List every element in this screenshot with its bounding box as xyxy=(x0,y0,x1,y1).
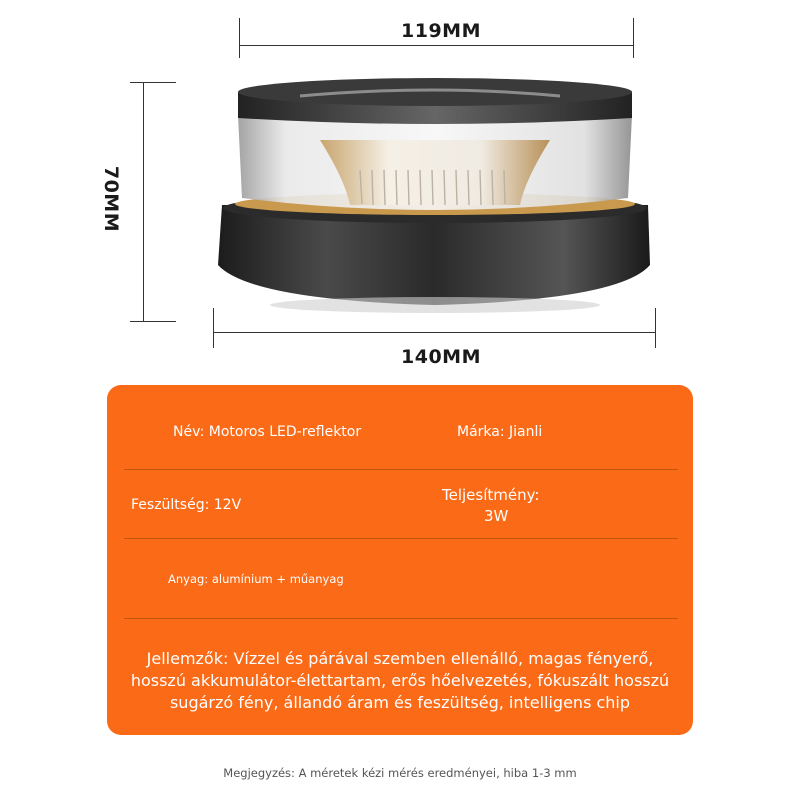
bottom-width-label: 140MM xyxy=(401,346,481,368)
spec-features: Jellemzők: Vízzel és párával szemben ellenálló, magas fényerő, hosszú akkumulátor-élettartam, erős hőelvezetés, fókuszált hosszú sugárzó fény, állandó áram és feszültség, intelligens chip xyxy=(130,649,670,712)
height-label: 70MM xyxy=(100,165,123,233)
spec-name: Név: Motoros LED-reflektor xyxy=(173,424,362,440)
spec-voltage: Feszültség: 12V xyxy=(131,497,242,513)
spec-brand: Márka: Jianli xyxy=(457,424,543,440)
spec-power-label: Teljesítmény: xyxy=(442,486,540,504)
spec-power-value: 3W xyxy=(484,507,509,525)
spec-panel xyxy=(107,385,693,735)
separator-3 xyxy=(124,618,678,619)
spec-material: Anyag: alumínium + műanyag xyxy=(168,572,344,586)
top-width-label: 119MM xyxy=(401,20,481,42)
separator-2 xyxy=(124,538,678,539)
led-beacon-illustration xyxy=(0,0,800,380)
separator-1 xyxy=(124,469,678,470)
measurement-note: Megjegyzés: A méretek kézi mérés eredményei, hiba 1-3 mm xyxy=(223,766,577,780)
